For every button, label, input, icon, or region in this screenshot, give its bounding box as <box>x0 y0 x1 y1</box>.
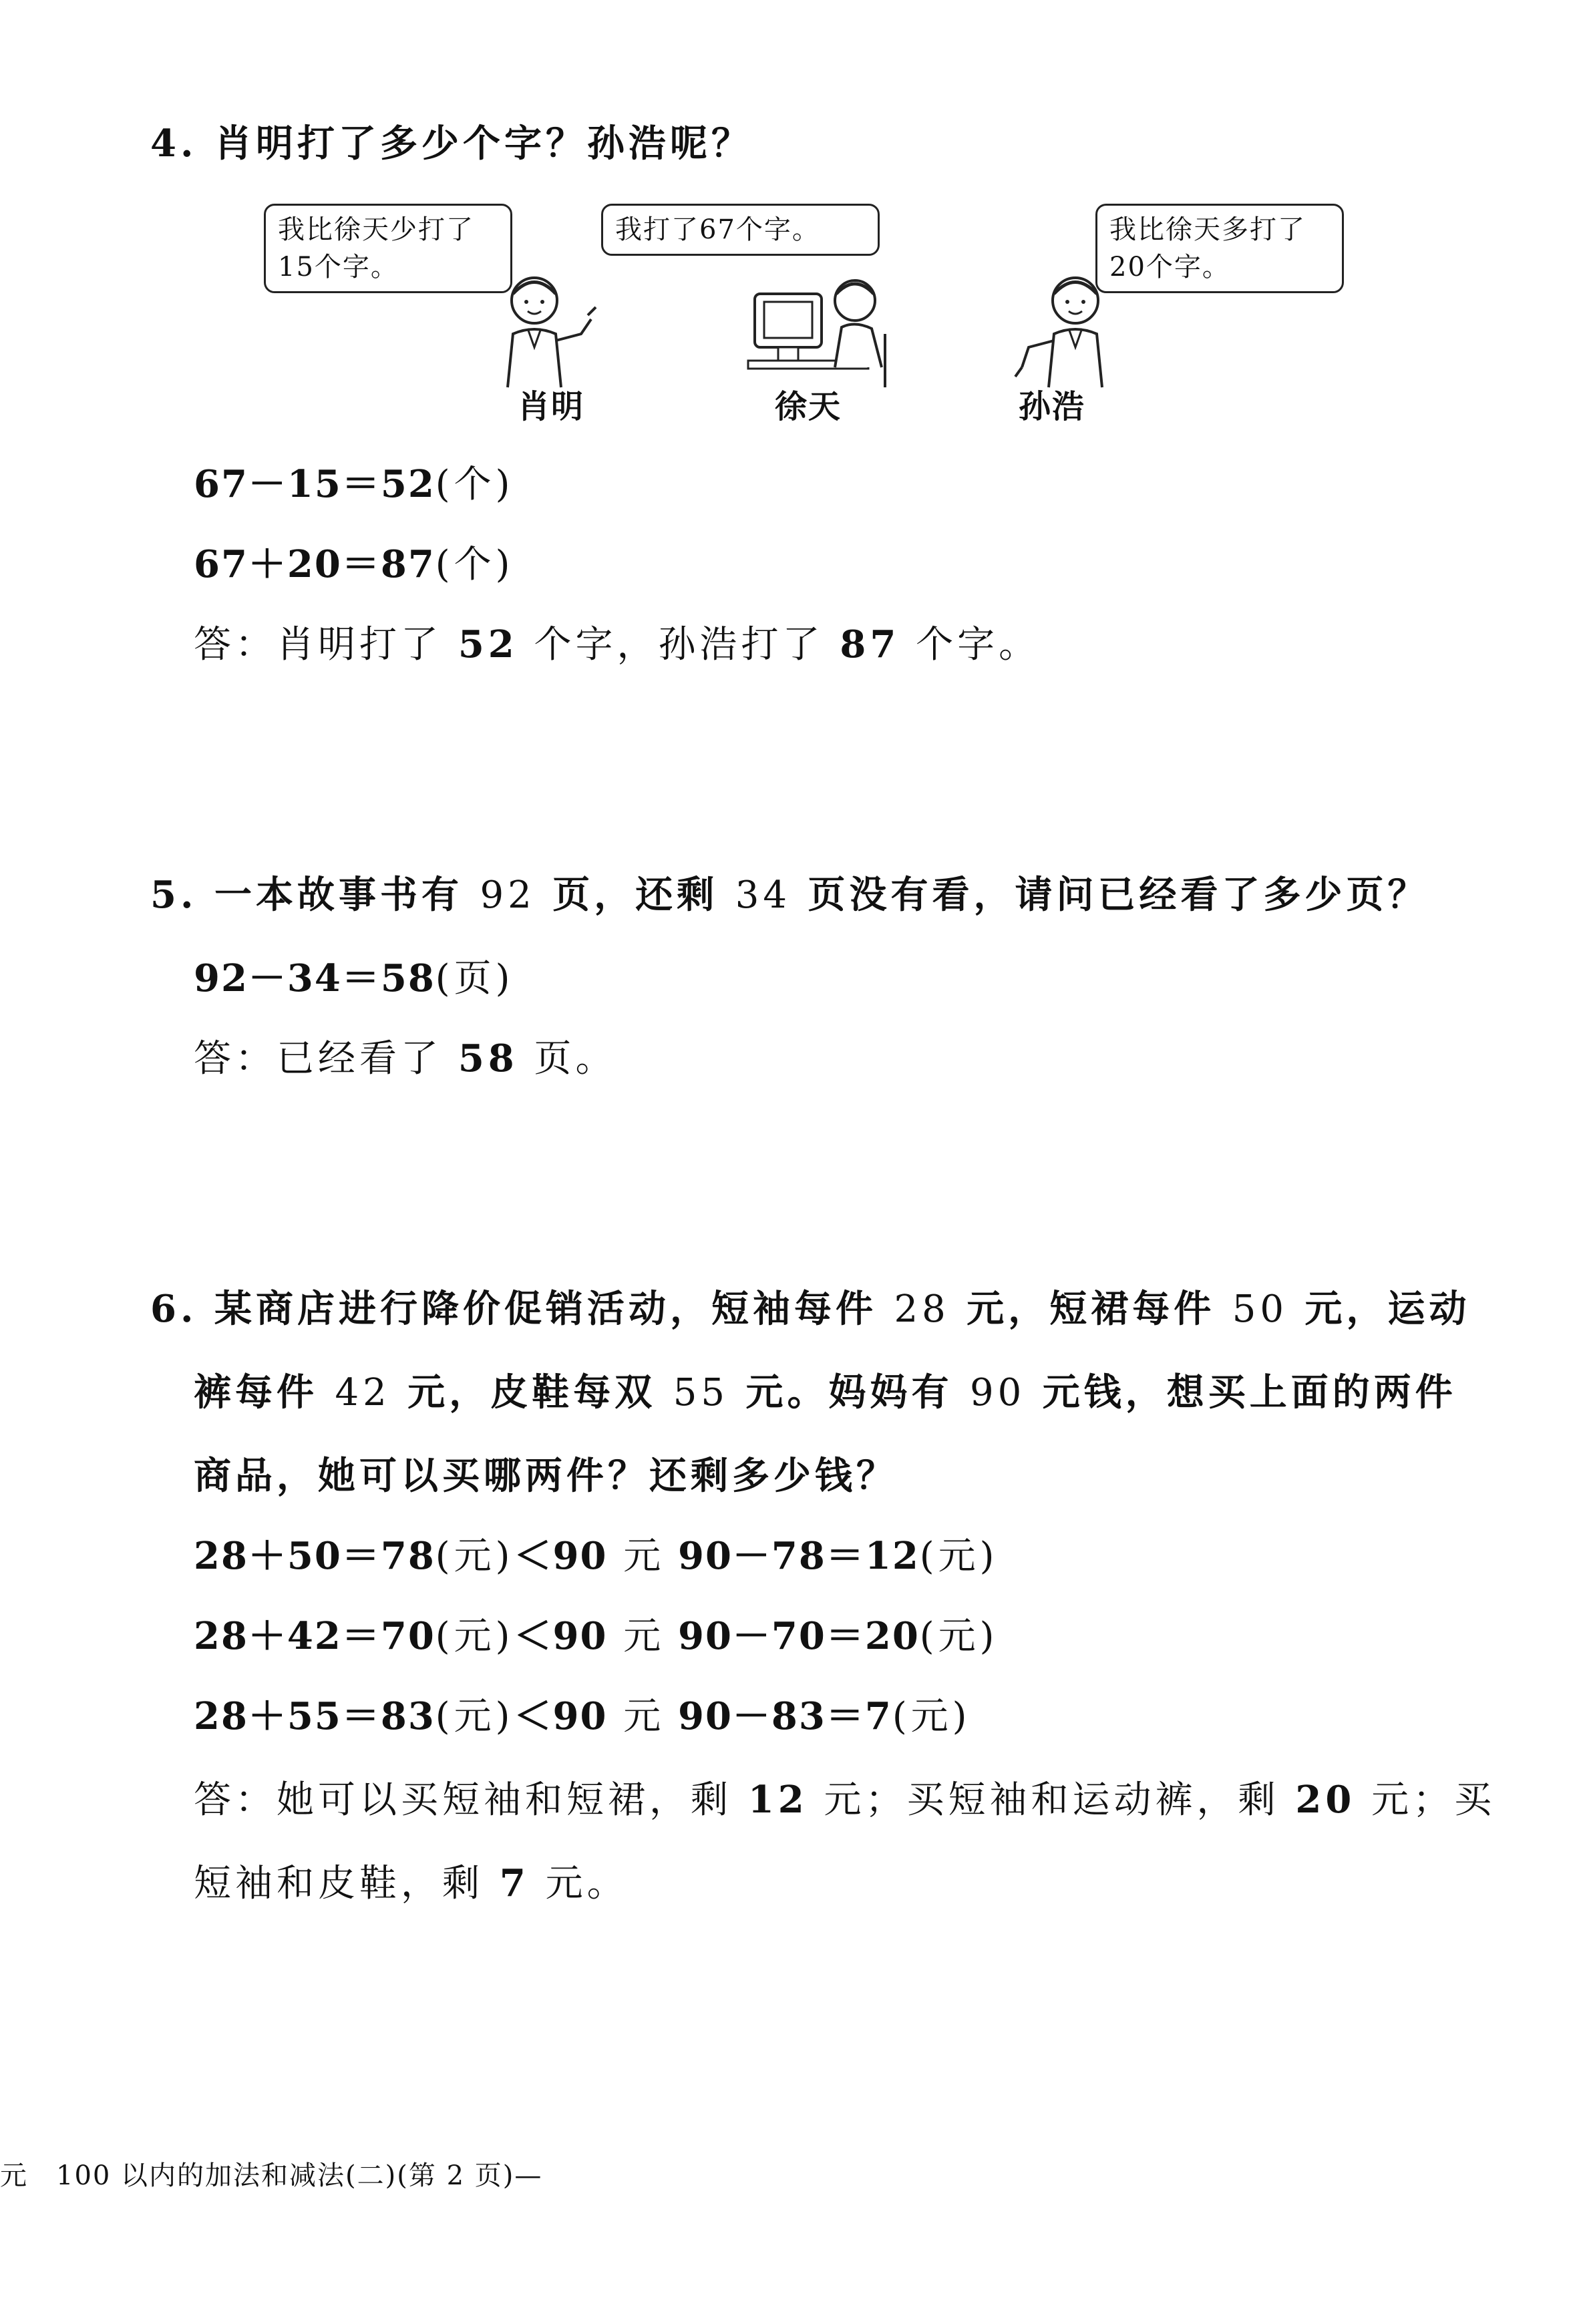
bubble-xiaoming: 我比徐天少打了15个字。 <box>264 204 512 293</box>
q5-answer-text-1: 答：已经看了 <box>194 1037 458 1081</box>
q6-l1-text-3: 元，运动 <box>1287 1287 1471 1331</box>
q6-row3-left: 28＋55＝83 <box>194 1694 435 1738</box>
q4-answer <box>194 621 1040 668</box>
q6-row1-right: 90－78＝12 <box>678 1534 920 1578</box>
q4-eq1-expr: 67－15＝52 <box>194 462 435 506</box>
q6-row-2-right <box>678 1613 999 1660</box>
q6-answer-text-3: 元；买 <box>1355 1778 1496 1822</box>
q6-l2-text-2: 元，皮鞋每双 <box>390 1370 673 1414</box>
q6-answer-line-1 <box>194 1776 1496 1824</box>
q6-answer-text-1: 答：她可以买短袖和短裙，剩 <box>194 1778 748 1822</box>
q6-row1-compare-unit: 元 <box>607 1535 665 1578</box>
q6-answer-text-2: 元；买短袖和运动裤，剩 <box>808 1778 1296 1822</box>
boy-xutian-computer-figure <box>741 267 902 394</box>
q5-question-number-2: 34 <box>735 874 791 917</box>
q6-row-1 <box>194 1533 665 1580</box>
q4-equation-1 <box>194 461 514 508</box>
q4-eq2-unit: (个) <box>435 543 514 586</box>
q4-eq2-expr: 67＋20＝87 <box>194 542 435 586</box>
q6-l1-number-2: 50 <box>1232 1288 1288 1331</box>
name-xutian: 徐天 <box>775 388 842 425</box>
q4-answer-value-2: 87 <box>840 622 900 666</box>
page-footer: 元 100 以内的加法和减法(二)(第 2 页)— <box>0 2160 543 2191</box>
q6-l2-number-1: 42 <box>335 1371 391 1414</box>
q5-question-text-3: 页没有看，请问已经看了多少页？ <box>790 873 1429 917</box>
q6-answer-text-4: 短袖和皮鞋，剩 <box>194 1862 500 1905</box>
q5-question <box>150 872 1429 919</box>
q6-row2-right-unit: (元) <box>919 1615 999 1658</box>
q6-l2-text-1: 裤每件 <box>194 1370 335 1414</box>
q6-question-line-3: 商品，她可以买哪两件？还剩多少钱？ <box>194 1454 898 1498</box>
q4-equation-2 <box>194 541 514 588</box>
q6-row3-left-unit: (元) <box>435 1695 514 1738</box>
q6-row3-compare: ＜90 <box>514 1694 608 1738</box>
q6-row-2 <box>194 1613 665 1660</box>
q6-question-line-2 <box>194 1369 1457 1416</box>
q5-question-text-2: 页，还剩 <box>535 873 735 917</box>
name-xiaoming: 肖明 <box>518 388 585 425</box>
q4-answer-text-1: 答：肖明打了 <box>194 623 458 666</box>
q5-answer-text-2: 页。 <box>518 1037 617 1081</box>
q6-row2-compare: ＜90 <box>514 1614 608 1658</box>
q5-answer <box>194 1035 617 1083</box>
bubble-xutian: 我打了67个字。 <box>601 204 880 256</box>
q5-question-text-1: 5. 一本故事书有 <box>150 873 480 917</box>
q6-l1-number-1: 28 <box>894 1288 950 1331</box>
q5-question-number-1: 92 <box>480 874 536 917</box>
q6-row1-left-unit: (元) <box>435 1535 514 1578</box>
boy-sunhao-figure <box>1002 267 1135 394</box>
q5-eq-expr: 92－34＝58 <box>194 956 435 1000</box>
q6-answer-value-1: 12 <box>747 1778 808 1822</box>
q4-eq1-unit: (个) <box>435 463 514 506</box>
q6-answer-text-5: 元。 <box>529 1862 629 1905</box>
q5-equation <box>194 955 514 1002</box>
q6-row-3-right <box>678 1693 971 1740</box>
q6-row2-left: 28＋42＝70 <box>194 1614 435 1658</box>
q6-l1-text-1: 6. 某商店进行降价促销活动，短袖每件 <box>150 1287 894 1331</box>
q6-row3-right: 90－83＝7 <box>678 1694 892 1738</box>
boy-xiaoming-figure <box>481 267 615 394</box>
q6-row1-compare: ＜90 <box>514 1534 608 1578</box>
q6-row-1-right <box>678 1533 999 1580</box>
q6-answer-line-2 <box>194 1860 629 1907</box>
q6-l2-number-2: 55 <box>673 1371 729 1414</box>
q6-l1-text-2: 元，短裙每件 <box>949 1287 1232 1331</box>
q6-row2-compare-unit: 元 <box>607 1615 665 1658</box>
q6-row-3 <box>194 1693 665 1740</box>
q4-answer-text-2: 个字，孙浩打了 <box>518 623 840 666</box>
q4-question: 4. 肖明打了多少个字？孙浩呢？ <box>150 122 753 166</box>
q6-l2-text-3: 元。妈妈有 <box>729 1370 971 1414</box>
q6-l2-number-3: 90 <box>970 1371 1026 1414</box>
q6-row2-right: 90－70＝20 <box>678 1614 920 1658</box>
q5-answer-value: 58 <box>458 1036 518 1081</box>
q6-row1-left: 28＋50＝78 <box>194 1534 435 1578</box>
bubble-sunhao: 我比徐天多打了20个字。 <box>1095 204 1344 293</box>
q6-row2-left-unit: (元) <box>435 1615 514 1658</box>
name-sunhao: 孙浩 <box>1019 388 1086 425</box>
q5-eq-unit: (页) <box>435 957 514 1000</box>
q6-question-line-1 <box>150 1286 1470 1333</box>
q6-answer-value-3: 7 <box>499 1861 530 1905</box>
q6-row1-right-unit: (元) <box>919 1535 999 1578</box>
q6-row3-right-unit: (元) <box>892 1695 971 1738</box>
q4-answer-value-1: 52 <box>458 622 518 666</box>
q6-row3-compare-unit: 元 <box>607 1695 665 1738</box>
q6-l2-text-4: 元钱，想买上面的两件 <box>1025 1370 1457 1414</box>
q6-answer-value-2: 20 <box>1295 1778 1356 1822</box>
q4-answer-text-3: 个字。 <box>900 623 1041 666</box>
